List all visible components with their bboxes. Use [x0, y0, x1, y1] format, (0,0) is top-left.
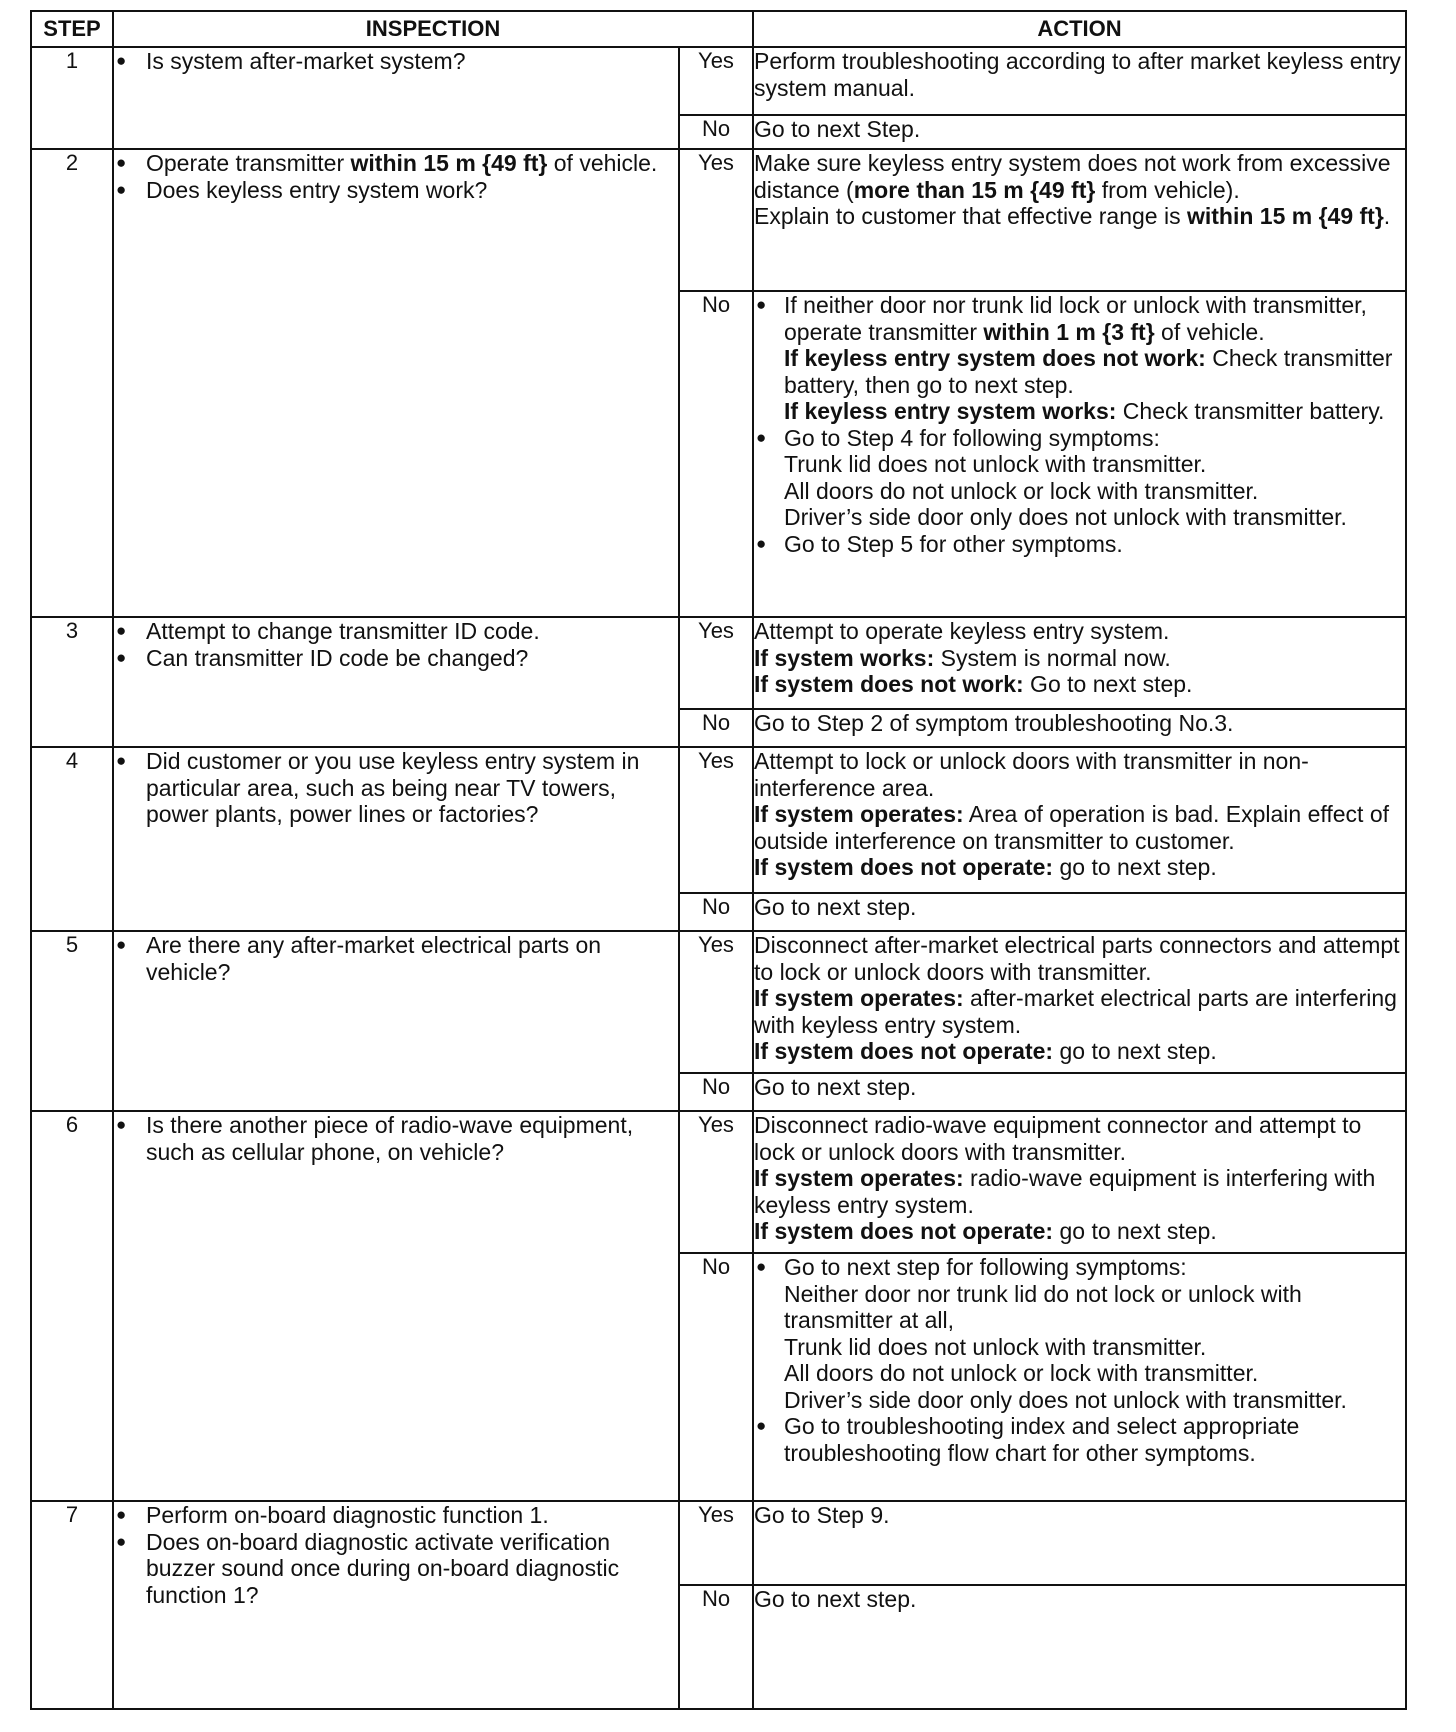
step-number: 5 — [31, 931, 113, 1111]
step-4-inspection — [113, 747, 679, 931]
step-7-inspection — [113, 1501, 679, 1709]
yes-label: Yes — [679, 747, 753, 893]
step-2-no-action — [753, 291, 1406, 617]
header-action: ACTION — [753, 11, 1406, 47]
header-inspection: INSPECTION — [113, 11, 753, 47]
step-7-yes-row — [31, 1501, 1406, 1585]
no-label: No — [679, 1585, 753, 1709]
step-5-yes-action: Disconnect after-market electrical parts connectors and attempt to lock or unlock doors with transmitter. If system operates: after-market electrical parts are interfering with keyless entry system. If system does not operate: go to next step. — [753, 931, 1406, 1073]
step-7-yes-action: Go to Step 9. — [753, 1501, 1406, 1585]
step-5-yes-row — [31, 931, 1406, 1073]
no-label: No — [679, 709, 753, 747]
action-item: ● Go to Step 4 for following symptoms: Trunk lid does not unlock with transmitter. All doors do not unlock or lock with transmitter. Driver’s side door only does not unlock with transmitter. — [754, 425, 1405, 531]
yes-label: Yes — [679, 617, 753, 709]
step-4-no-action: Go to next step. — [753, 893, 1406, 931]
troubleshooting-table — [30, 10, 1407, 1710]
no-label: No — [679, 893, 753, 931]
step-4-yes-row — [31, 747, 1406, 893]
action-item: ● Go to troubleshooting index and select appropriate troubleshooting flow chart for other symptoms. — [754, 1413, 1405, 1466]
step-1-yes-action: Perform troubleshooting according to after market keyless entry system manual. — [753, 47, 1406, 115]
yes-label: Yes — [679, 931, 753, 1073]
inspection-item: ● Did customer or you use keyless entry system in particular area, such as being near TV towers, power plants, power lines or factories? — [114, 748, 678, 828]
yes-label: Yes — [679, 149, 753, 291]
step-2-yes-action: Make sure keyless entry system does not work from excessive distance (more than 15 m {49 ft} from vehicle). Explain to customer that effective range is within 15 m {49 ft}. — [753, 149, 1406, 291]
step-number: 2 — [31, 149, 113, 617]
step-1-yes-row — [31, 47, 1406, 115]
header-step: STEP — [31, 11, 113, 47]
step-number: 1 — [31, 47, 113, 149]
no-label: No — [679, 1253, 753, 1501]
step-5-no-action: Go to next step. — [753, 1073, 1406, 1111]
no-label: No — [679, 115, 753, 149]
inspection-item: ● Does on-board diagnostic activate verification buzzer sound once during on-board diagnostic function 1? — [114, 1529, 678, 1609]
step-6-no-action — [753, 1253, 1406, 1501]
step-3-yes-action: Attempt to operate keyless entry system. If system works: System is normal now. If system does not work: Go to next step. — [753, 617, 1406, 709]
inspection-item: ● Are there any after-market electrical parts on vehicle? — [114, 932, 678, 985]
inspection-item: ● Perform on-board diagnostic function 1. — [114, 1502, 678, 1529]
step-1-no-action: Go to next Step. — [753, 115, 1406, 149]
header-row — [31, 11, 1406, 47]
step-2-inspection — [113, 149, 679, 617]
step-1-inspection — [113, 47, 679, 149]
step-5-inspection — [113, 931, 679, 1111]
inspection-item: ● Does keyless entry system work? — [114, 177, 678, 204]
step-6-inspection — [113, 1111, 679, 1501]
step-number: 4 — [31, 747, 113, 931]
action-item: ● Go to next step for following symptoms: Neither door nor trunk lid do not lock or unlock with transmitter at all, Trunk lid does not unlock with transmitter. All doors do not unlock or lock with transmitter. Driver’s side door only does not unlock with transmitter. — [754, 1254, 1405, 1413]
troubleshooting-sheet — [30, 10, 1405, 1710]
no-label: No — [679, 291, 753, 617]
action-item: ● Go to Step 5 for other symptoms. — [754, 531, 1405, 558]
step-4-yes-action: Attempt to lock or unlock doors with transmitter in non-interference area. If system operates: Area of operation is bad. Explain effect of outside interference on transmitter to customer. If system does not operate: go to next step. — [753, 747, 1406, 893]
inspection-item: ● Attempt to change transmitter ID code. — [114, 618, 678, 645]
inspection-item: ● Operate transmitter within 15 m {49 ft} of vehicle. — [114, 150, 678, 177]
step-3-no-action: Go to Step 2 of symptom troubleshooting No.3. — [753, 709, 1406, 747]
inspection-item: ● Is there another piece of radio-wave equipment, such as cellular phone, on vehicle? — [114, 1112, 678, 1165]
step-number: 6 — [31, 1111, 113, 1501]
yes-label: Yes — [679, 47, 753, 115]
yes-label: Yes — [679, 1501, 753, 1585]
inspection-item: ● Is system after-market system? — [114, 48, 678, 75]
step-3-inspection — [113, 617, 679, 747]
yes-label: Yes — [679, 1111, 753, 1253]
step-2-yes-row — [31, 149, 1406, 291]
step-number: 7 — [31, 1501, 113, 1709]
inspection-item: ● Can transmitter ID code be changed? — [114, 645, 678, 672]
step-6-yes-action: Disconnect radio-wave equipment connector and attempt to lock or unlock doors with transmitter. If system operates: radio-wave equipment is interfering with keyless entry system. If system does not operate: go to next step. — [753, 1111, 1406, 1253]
action-item: ● If neither door nor trunk lid lock or unlock with transmitter, operate transmitter within 1 m {3 ft} of vehicle. If keyless entry system does not work: Check transmitter battery, then go to next step. If keyless entry system works: Check transmitter battery. — [754, 292, 1405, 425]
step-6-yes-row — [31, 1111, 1406, 1253]
no-label: No — [679, 1073, 753, 1111]
step-7-no-action: Go to next step. — [753, 1585, 1406, 1709]
step-3-yes-row — [31, 617, 1406, 709]
step-number: 3 — [31, 617, 113, 747]
